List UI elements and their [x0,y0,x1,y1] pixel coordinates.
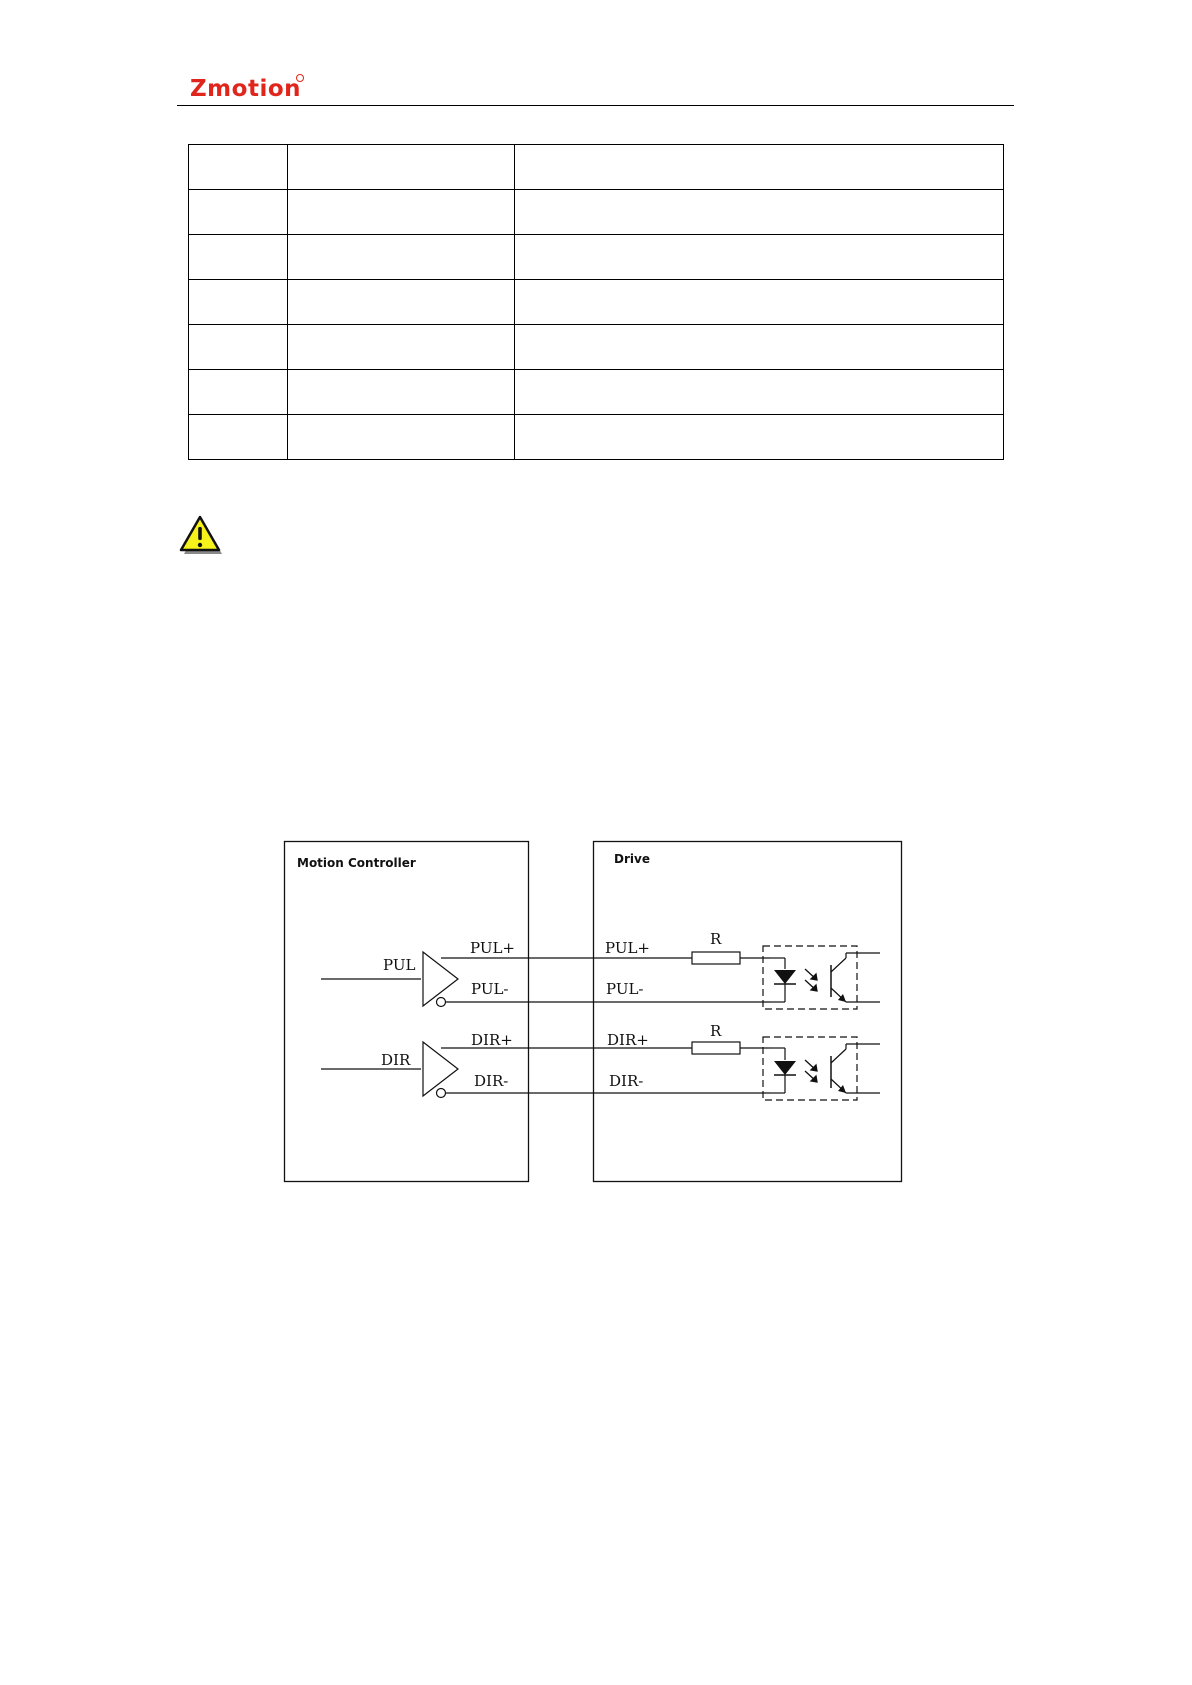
table-cell [189,325,288,370]
table-row [189,190,1004,235]
table-cell [515,145,1004,190]
table-row [189,145,1004,190]
table-cell [189,415,288,460]
table-cell [288,145,515,190]
pul-driver [321,952,593,1007]
motion-controller-box [285,842,529,1182]
table-cell [189,280,288,325]
wiring-diagram [280,836,905,1184]
table-row [189,235,1004,280]
motion-controller-title: Motion Controller [297,856,416,870]
table-cell [515,415,1004,460]
drive-dir-plus-label: DIR+ [607,1031,649,1049]
dir-inverter-bubble [437,1089,446,1098]
drive-dir-minus-label: DIR- [609,1072,644,1090]
drive-box [594,842,902,1182]
resistor-bottom-label: R [710,1022,722,1040]
table-cell [189,235,288,280]
drive-pul-minus-label: PUL- [606,980,644,998]
table-cell [515,190,1004,235]
drive-pul-plus-label: PUL+ [605,939,650,957]
dir-label: DIR [381,1051,411,1069]
ctrl-dir-plus-label: DIR+ [471,1031,513,1049]
table-cell [288,190,515,235]
table-cell [288,370,515,415]
ctrl-pul-plus-label: PUL+ [470,939,515,957]
table-cell [515,280,1004,325]
pul-label: PUL [383,956,416,974]
table-cell [515,325,1004,370]
table-cell [288,415,515,460]
resistor-top-label: R [710,930,722,948]
table-cell [288,280,515,325]
table-cell [515,235,1004,280]
page-header [177,70,1014,106]
spec-table [188,144,1004,460]
ctrl-dir-minus-label: DIR- [474,1072,509,1090]
registered-mark-icon [296,74,304,82]
warning-icon [178,514,224,556]
table-cell [515,370,1004,415]
table-cell [189,190,288,235]
table-cell [288,235,515,280]
pul-led-icon [774,970,796,984]
dir-led-icon [774,1061,796,1075]
table-row [189,370,1004,415]
table-cell [189,370,288,415]
ctrl-pul-minus-label: PUL- [471,980,509,998]
table-row [189,280,1004,325]
dir-resistor [692,1042,740,1054]
zmotion-logo: Zmotion [190,76,301,102]
table-row [189,325,1004,370]
table-cell [189,145,288,190]
pul-inverter-bubble [437,998,446,1007]
header-divider [177,105,1014,106]
pul-resistor [692,952,740,964]
table-row [189,415,1004,460]
dir-buffer-symbol [423,1042,458,1096]
drive-title: Drive [614,852,650,866]
dir-driver [321,1042,593,1098]
table-cell [288,325,515,370]
